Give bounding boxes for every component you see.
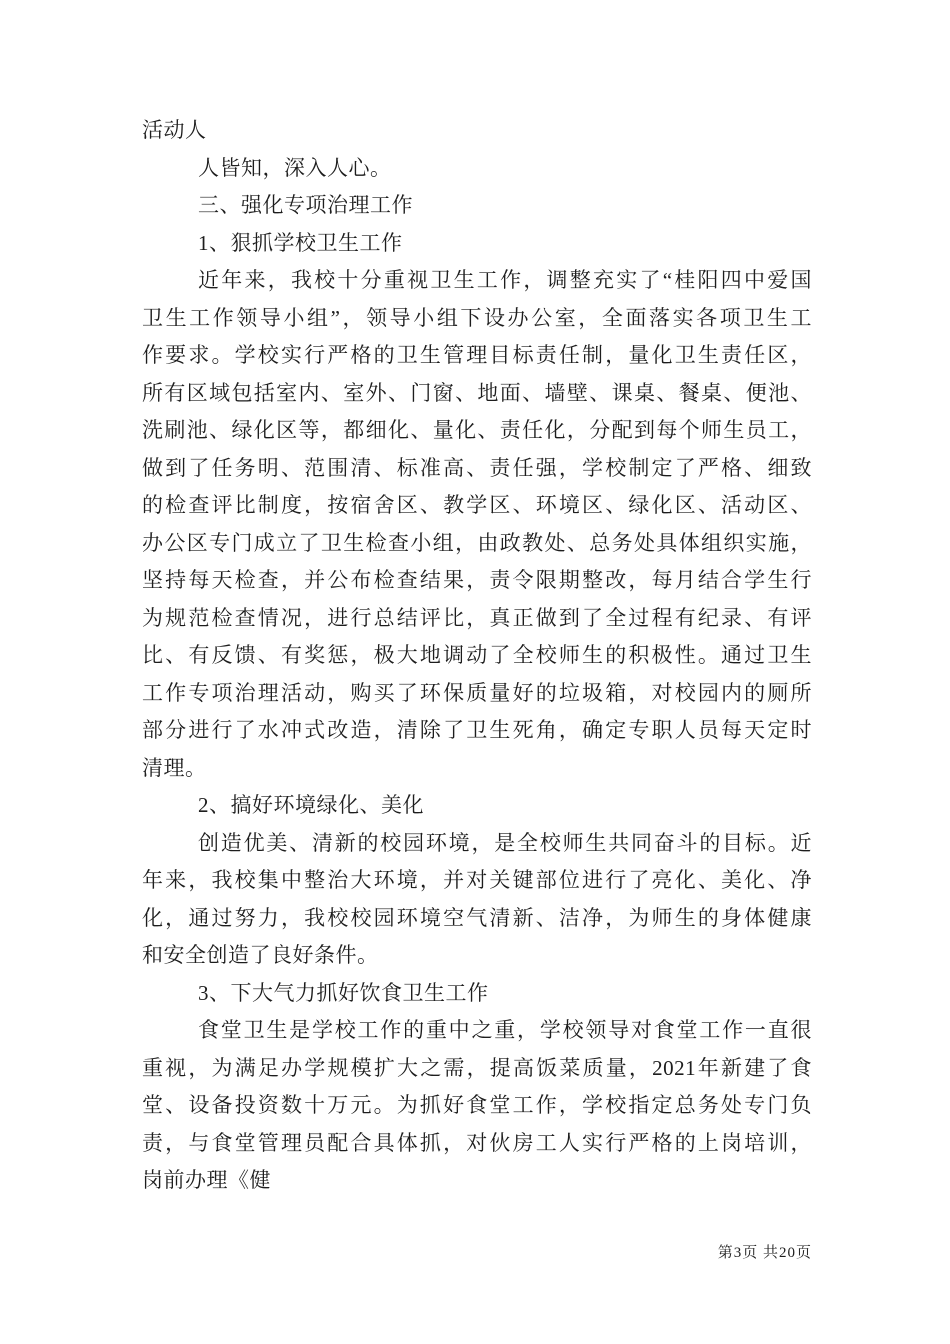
- text-line: 的检查评比制度，按宿舍区、教学区、环境区、绿化区、活动区、: [142, 493, 812, 517]
- text-line: 近年来，我校十分重视卫生工作，调整充实了“桂阳四中爱国: [198, 268, 812, 292]
- text-line: 所有区域包括室内、室外、门窗、地面、墙壁、课桌、餐桌、便池、: [142, 380, 812, 405]
- text-line: 和安全创造了良好条件。: [142, 943, 379, 967]
- text-line: 坚持每天检查，并公布检查结果，责令限期整改，每月结合学生行: [142, 568, 812, 592]
- text-line: 清理。: [142, 755, 207, 780]
- text-line: 作要求。学校实行严格的卫生管理目标责任制，量化卫生责任区，: [142, 343, 812, 367]
- text-line: 做到了任务明、范围清、标准高、责任强，学校制定了严格、细致: [142, 455, 812, 480]
- text-line: 2、搞好环境绿化、美化: [198, 793, 424, 817]
- text-line: 创造优美、清新的校园环境，是全校师生共同奋斗的目标。近: [198, 830, 812, 855]
- page-number-indicator: 第3页 共20页: [717, 1245, 812, 1261]
- text-line: 责，与食堂管理员配合具体抓，对伙房工人实行严格的上岗培训，: [142, 1130, 812, 1155]
- text-line: 1、狠抓学校卫生工作: [198, 230, 403, 255]
- text-line: 为规范检查情况，进行总结评比，真正做到了全过程有纪录、有评: [142, 605, 812, 630]
- page-footer: [718, 1243, 812, 1263]
- text-line: 活动人: [142, 118, 207, 142]
- text-line: 卫生工作领导小组”，领导小组下设办公室，全面落实各项卫生工: [142, 305, 812, 330]
- text-line: 比、有反馈、有奖惩，极大地调动了全校师生的积极性。通过卫生: [142, 643, 812, 667]
- text-line: 3、下大气力抓好饮食卫生工作: [198, 980, 489, 1005]
- text-line: 三、强化专项治理工作: [198, 193, 413, 217]
- text-line: 岗前办理《健: [142, 1168, 271, 1192]
- text-line: 洗刷池、绿化区等，都细化、量化、责任化，分配到每个师生员工，: [142, 418, 812, 442]
- text-line: 食堂卫生是学校工作的重中之重，学校领导对食堂工作一直很: [198, 1018, 812, 1042]
- text-line: 办公区专门成立了卫生检查小组，由政教处、总务处具体组织实施，: [142, 530, 812, 555]
- text-line: 重视，为满足办学规模扩大之需，提高饭菜质量，2021年新建了食: [142, 1055, 812, 1080]
- document-body: [142, 112, 812, 1200]
- text-line: 部分进行了水冲式改造，清除了卫生死角，确定专职人员每天定时: [142, 718, 812, 742]
- text-line: 年来，我校集中整治大环境，并对关键部位进行了亮化、美化、净: [142, 868, 812, 892]
- text-line: 化，通过努力，我校校园环境空气清新、洁净，为师生的身体健康: [142, 905, 812, 930]
- text-line: 工作专项治理活动，购买了环保质量好的垃圾箱，对校园内的厕所: [142, 680, 812, 705]
- text-line: 人皆知，深入人心。: [198, 155, 392, 180]
- text-line: 堂、设备投资数十万元。为抓好食堂工作，学校指定总务处专门负: [142, 1093, 812, 1117]
